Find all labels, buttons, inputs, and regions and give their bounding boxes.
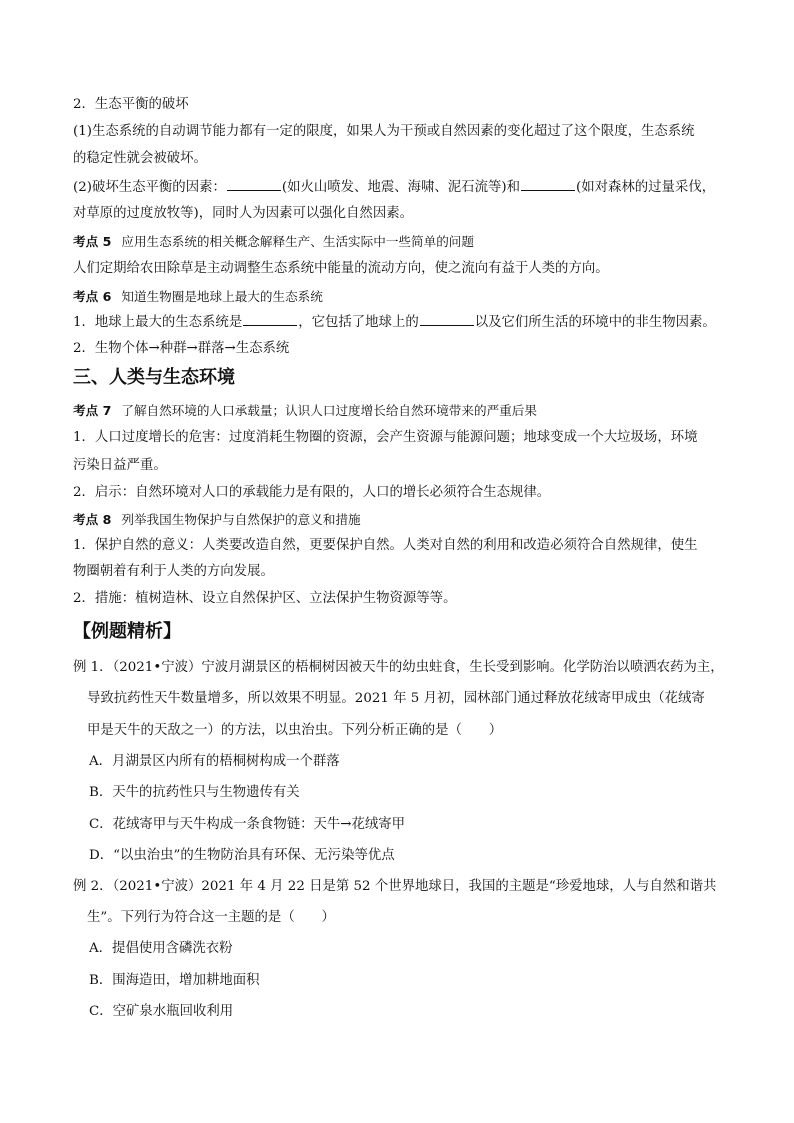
kaodian-8-number: 考点 8 — [73, 512, 112, 527]
kaodian-7-line-2: 2．启示：自然环境对人口的承载能力是有限的，人口的增长必须符合生态规律。 — [73, 485, 551, 500]
item-2-title: 2．生态平衡的破坏 — [73, 97, 189, 112]
example-1-option-b: B．天牛的抗药性只与生物遗传有关 — [89, 785, 300, 800]
example-1-option-a: A．月湖景区内所有的梧桐树构成一个群落 — [89, 754, 340, 769]
paragraph-2-line-2: 对草原的过度放牧等)，同时人为因素可以强化自然因素。 — [73, 206, 413, 221]
section-3-heading: 三、人类与生态环境 — [73, 367, 235, 388]
example-1-line-3: 甲是天牛的天敌之一）的方法，以虫治虫。下列分析正确的是（ ） — [87, 723, 503, 738]
kaodian-6-text-c: 以及它们所生活的环境中的非生物因素。 — [474, 315, 716, 330]
kaodian-7-line-1: 1．人口过度增长的危害：过度消耗生物圈的资源，会产生资源与能源问题；地球变成一个大垃圾场，环境 — [73, 430, 698, 445]
fill-blank — [227, 177, 281, 191]
example-2-line-2: 生”。下列行为符合这一主题的是（ ） — [87, 910, 335, 925]
paragraph-2-text-c: (如对森林的过量采伐， — [575, 180, 716, 195]
kaodian-6-line-1 — [73, 312, 754, 333]
kaodian-6-title: 知道生物圈是地球上最大的生态系统 — [121, 289, 323, 304]
kaodian-7-title: 了解自然环境的人口承载量；认识人口过度增长给自然环境带来的严重后果 — [121, 403, 537, 418]
paragraph-1-line-2: 的稳定性就会被破坏。 — [73, 151, 207, 166]
kaodian-6-heading — [73, 287, 754, 307]
kaodian-5-heading — [73, 232, 754, 252]
example-1-line-1: 例 1．（2021•宁波）宁波月湖景区的梧桐树因被天牛的幼虫蛀食，生长受到影响。化学防治以喷洒农药为主， — [73, 660, 724, 675]
kaodian-8-line-2: 2．措施：植树造林、设立自然保护区、立法保护生物资源等等。 — [73, 591, 457, 606]
kaodian-7-number: 考点 7 — [73, 403, 112, 418]
kaodian-8-line-1b: 物圈朝着有利于人类的方向发展。 — [73, 564, 274, 579]
fill-blank — [420, 312, 474, 326]
kaodian-8-line-1: 1．保护自然的意义：人类要改造自然，更要保护自然。人类对自然的利用和改造必须符合自然规律，使生 — [73, 538, 698, 553]
paragraph-2-line-1 — [73, 177, 754, 198]
example-1-line-2: 导致抗药性天牛数量增多，所以效果不明显。2021 年 5 月初，园林部门通过释放花绒寄甲成虫（花绒寄 — [87, 691, 705, 706]
kaodian-5-body: 人们定期给农田除草是主动调整生态系统中能量的流动方向，使之流向有益于人类的方向。 — [73, 261, 609, 276]
paragraph-2-text-b: (如火山喷发、地震、海啸、泥石流等)和 — [281, 180, 520, 195]
kaodian-6-text-a: 1．地球上最大的生态系统是 — [73, 315, 243, 330]
example-2-option-b: B．围海造田，增加耕地面积 — [89, 973, 260, 988]
kaodian-6-line-2: 2．生物个体→种群→群落→生态系统 — [73, 341, 290, 356]
kaodian-5-title: 应用生态系统的相关概念解释生产、生活实际中一些简单的问题 — [121, 234, 474, 249]
example-1-option-d: D．“以虫治虫”的生物防治具有环保、无污染等优点 — [89, 848, 395, 863]
kaodian-7-line-1b: 污染日益严重。 — [73, 458, 167, 473]
example-2-option-c: C．空矿泉水瓶回收利用 — [89, 1004, 234, 1019]
example-2-option-a: A．提倡使用含磷洗衣粉 — [89, 941, 233, 956]
kaodian-6-text-b: ，它包括了地球上的 — [298, 315, 419, 330]
kaodian-7-heading — [73, 401, 754, 421]
fill-blank — [521, 177, 575, 191]
kaodian-8-heading — [73, 510, 754, 530]
paragraph-1-line-1: (1)生态系统的自动调节能力都有一定的限度，如果人为干预或自然因素的变化超过了这个限度，生态系统 — [73, 124, 695, 139]
fill-blank — [243, 312, 297, 326]
kaodian-6-number: 考点 6 — [73, 289, 112, 304]
kaodian-8-title: 列举我国生物保护与自然保护的意义和措施 — [121, 512, 361, 527]
example-2-line-1: 例 2．（2021•宁波）2021 年 4 月 22 日是第 52 个世界地球日，我国的主题是“珍爱地球，人与自然和谐共 — [73, 879, 717, 894]
kaodian-5-number: 考点 5 — [73, 234, 112, 249]
paragraph-2-text-a: (2)破坏生态平衡的因素： — [73, 180, 226, 195]
examples-heading: 【例题精析】 — [73, 621, 181, 642]
example-1-option-c: C．花绒寄甲与天牛构成一条食物链：天牛→花绒寄甲 — [89, 817, 406, 832]
